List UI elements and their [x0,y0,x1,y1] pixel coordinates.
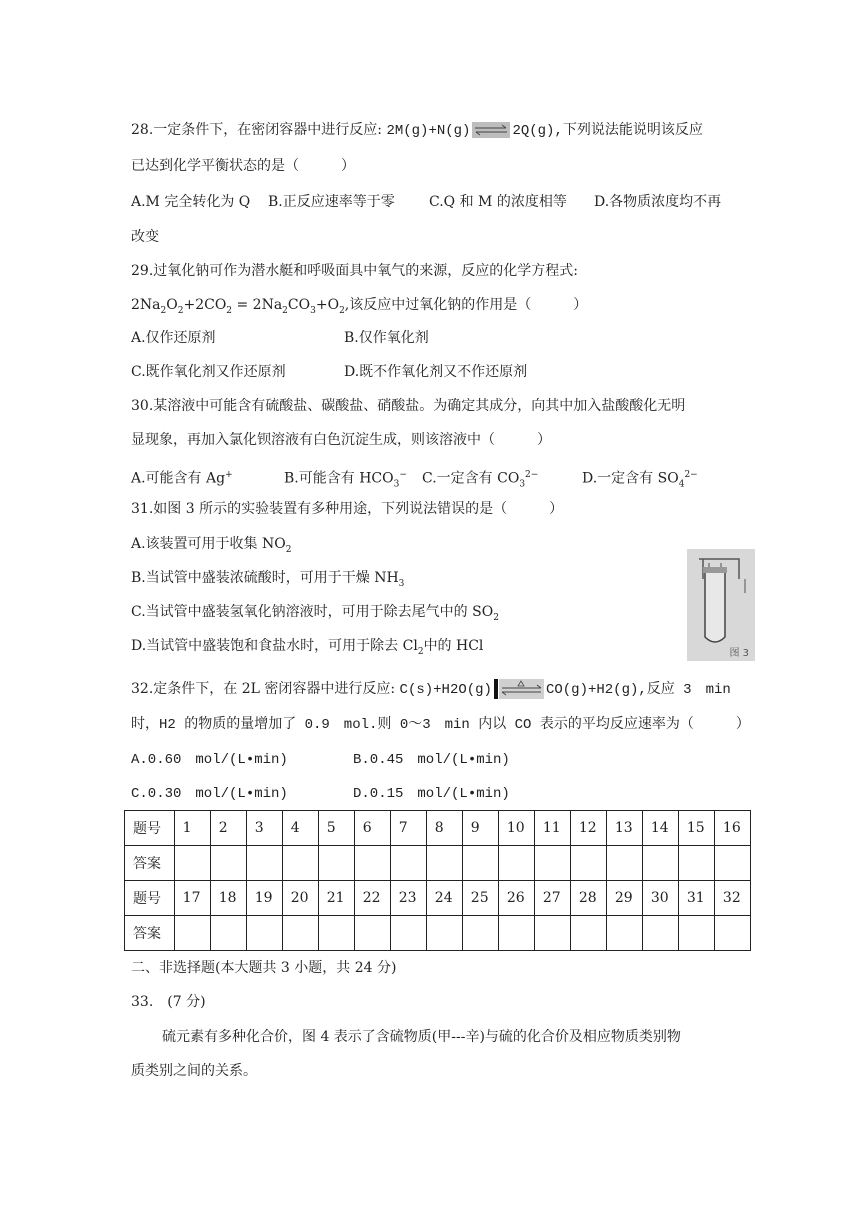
question-number-cell: 23 [390,881,426,916]
row-label: 答案 [125,916,175,951]
question-number-cell: 8 [426,811,462,846]
question-number-cell: 28 [570,881,606,916]
question-number-cell: 20 [282,881,318,916]
table-row [125,811,751,846]
answer-cell[interactable] [354,916,390,951]
question-number-cell: 9 [462,811,498,846]
question-number-cell: 2 [210,811,246,846]
q29-option-c: C.既作氧化剂又作还原剂 [131,364,286,380]
question-number-cell: 5 [318,811,354,846]
question-number-cell: 10 [498,811,534,846]
q31-line1: 31.如图 3 所示的实验装置有多种用途，下列说法错误的是（ ） [131,501,564,517]
q30-option-d-text: D.一定含有 SO [582,470,679,487]
answer-cell[interactable] [714,916,750,951]
answer-cell[interactable] [714,846,750,881]
q32-stem: 32.定条件下，在 2L 密闭容器中进行反应: [131,681,400,697]
answer-cell[interactable] [390,916,426,951]
q33-paragraph-line2: 质类别之间的关系。 [131,1063,257,1079]
q32-reactants: C(s)+H2O(g) [399,682,492,698]
answer-cell[interactable] [210,916,246,951]
q31-option-c-text: C.当试管中盛装氢氧化钠溶液时，可用于除去尾气中的 SO [131,604,494,620]
q28-option-d: D.各物质浓度均不再 [594,194,722,210]
question-number-cell: 29 [606,881,642,916]
question-number-cell: 17 [174,881,210,916]
section-heading: 二、非选择题(本大题共 3 小题，共 24 分) [131,960,397,976]
q28-line2: 已达到化学平衡状态的是（ ） [131,158,355,174]
question-number-cell: 27 [534,881,570,916]
q30-option-b-text: B.可能含有 HCO [284,470,394,487]
row-label: 题号 [125,811,175,846]
question-number-cell: 7 [390,811,426,846]
q28-stem: 28.一定条件下，在密闭容器中进行反应: [131,122,387,138]
q30-option-c-text: C.一定含有 CO [422,470,520,487]
question-number-cell: 24 [426,881,462,916]
question-number-cell: 31 [678,881,714,916]
q31-option-a: A.该装置可用于收集 $NO_2$ [131,536,292,555]
question-number-cell: 11 [534,811,570,846]
equilibrium-arrow-icon [472,122,510,138]
table-row [125,881,751,916]
question-number-cell: 16 [714,811,750,846]
q28-line1 [131,120,703,141]
answer-cell[interactable] [462,916,498,951]
q30-option-a: A.可能含有 Ag+ [131,470,233,487]
question-number-cell: 14 [642,811,678,846]
q28-option-a: A.M 完全转化为 Q [131,194,251,210]
q32-products: CO(g)+H2(g),反应 3 min [545,682,731,698]
q29-option-d: D.既不作氧化剂又不作还原剂 [344,364,528,380]
q31-option-d-tail: 中的 HCl [423,638,484,654]
table-row [125,846,751,881]
answer-cell[interactable] [498,916,534,951]
question-number-cell: 18 [210,881,246,916]
answer-cell[interactable] [678,846,714,881]
answer-cell[interactable] [282,916,318,951]
answer-cell[interactable] [246,916,282,951]
q32-option-b: B.0.45 mol/(L•min) [353,752,510,768]
question-number-cell: 13 [606,811,642,846]
answer-cell[interactable] [570,846,606,881]
table-row [125,916,751,951]
answer-cell[interactable] [534,916,570,951]
q32-option-c: C.0.30 mol/(L•min) [131,786,288,802]
question-number-cell: 26 [498,881,534,916]
q30-option-d: D.一定含有 $SO_4^{2-}$ [582,470,698,490]
q32-option-a: A.0.60 mol/(L•min) [131,752,288,768]
answer-cell[interactable] [642,916,678,951]
figure-3-apparatus [687,549,755,661]
q28-option-d-cont: 改变 [131,229,159,245]
q28-products: 2Q(g),下列说法能说明该反应 [512,123,703,139]
q29-option-b: B.仅作氧化剂 [344,330,429,346]
q29-stem-tail: ,该反应中过氧化钠的作用是（ ） [344,297,588,313]
answer-cell[interactable] [642,846,678,881]
answer-cell[interactable] [174,916,210,951]
row-label: 答案 [125,846,175,881]
question-number-cell: 12 [570,811,606,846]
figure-3-caption: 图 3 [729,648,749,659]
q30-option-b: B.可能含有 $HCO_3^-$ [284,470,407,490]
q31-option-d-text: D.当试管中盛装饱和食盐水时，可用于除去 Cl [131,638,418,654]
answer-cell[interactable] [606,916,642,951]
q29-equation-line [131,295,587,321]
question-number-cell: 21 [318,881,354,916]
q31-option-b-text: B.当试管中盛装浓硫酸时，可用于干燥 NH [131,570,399,586]
question-number-cell: 32 [714,881,750,916]
question-number-cell: 6 [354,811,390,846]
answer-cell[interactable] [426,846,462,881]
q32-option-d: D.0.15 mol/(L•min) [353,786,510,802]
q28-reactants: 2M(g)+N(g) [386,123,471,139]
q28-option-c: C.Q 和 M 的浓度相等 [429,194,567,210]
q30-line2: 显现象，再加入氯化钡溶液有白色沉淀生成，则该溶液中（ ） [131,432,551,448]
q29-option-a: A.仅作还原剂 [131,330,216,346]
question-number-cell: 30 [642,881,678,916]
answer-cell[interactable] [606,846,642,881]
q31-option-c: C.当试管中盛装氢氧化钠溶液时，可用于除去尾气中的 $SO_2$ [131,604,499,623]
q31-option-b: B.当试管中盛装浓硫酸时，可用于干燥 $NH_3$ [131,570,405,589]
answer-cell[interactable] [282,846,318,881]
answer-cell[interactable] [678,916,714,951]
q30-line1: 30.某溶液中可能含有硫酸盐、碳酸盐、硝酸盐。为确定其成分，向其中加入盐酸酸化无明 [131,398,686,414]
question-number-cell: 4 [282,811,318,846]
q32-line1 [131,679,731,700]
answer-cell[interactable] [174,846,210,881]
answer-cell[interactable] [426,916,462,951]
answer-cell[interactable] [462,846,498,881]
answer-cell[interactable] [318,916,354,951]
q30-option-c: C.一定含有 $CO_3^{2-}$ [422,470,539,490]
answer-cell[interactable] [246,846,282,881]
question-number-cell: 25 [462,881,498,916]
q29-equation: $2Na_2O_2+2CO_2 = 2Na_2CO_3+O_2$ [131,297,345,316]
answer-cell[interactable] [570,916,606,951]
q28-option-b: B.正反应速率等于零 [268,194,395,210]
answer-cell[interactable] [354,846,390,881]
answer-table [124,810,751,951]
equilibrium-heat-arrow-icon [494,679,544,699]
q29-line1: 29.过氧化钠可作为潜水艇和呼吸面具中氧气的来源，反应的化学方程式: [131,263,578,279]
q30-option-a-text: A.可能含有 Ag [131,470,226,487]
row-label: 题号 [125,881,175,916]
answer-cell[interactable] [318,846,354,881]
answer-cell[interactable] [390,846,426,881]
question-number-cell: 15 [678,811,714,846]
question-number-cell: 22 [354,881,390,916]
question-number-cell: 3 [246,811,282,846]
answer-cell[interactable] [210,846,246,881]
q33-paragraph-line1: 硫元素有多种化合价，图 4 表示了含硫物质(甲---辛)与硫的化合价及相应物质类别物 [162,1029,681,1045]
q33-heading: 33. (7 分) [131,994,206,1010]
question-number-cell: 1 [174,811,210,846]
answer-cell[interactable] [534,846,570,881]
question-number-cell: 19 [246,881,282,916]
q31-option-d: D.当试管中盛装饱和食盐水时，可用于除去 $Cl_2$中的 HCl [131,638,484,657]
q32-line2: 时，H2 的物质的量增加了 0.9 mol.则 0～3 min 内以 CO 表示的平均反应速率为（ ） [131,717,750,733]
q31-option-a-text: A.该装置可用于收集 NO [131,536,286,552]
answer-cell[interactable] [498,846,534,881]
